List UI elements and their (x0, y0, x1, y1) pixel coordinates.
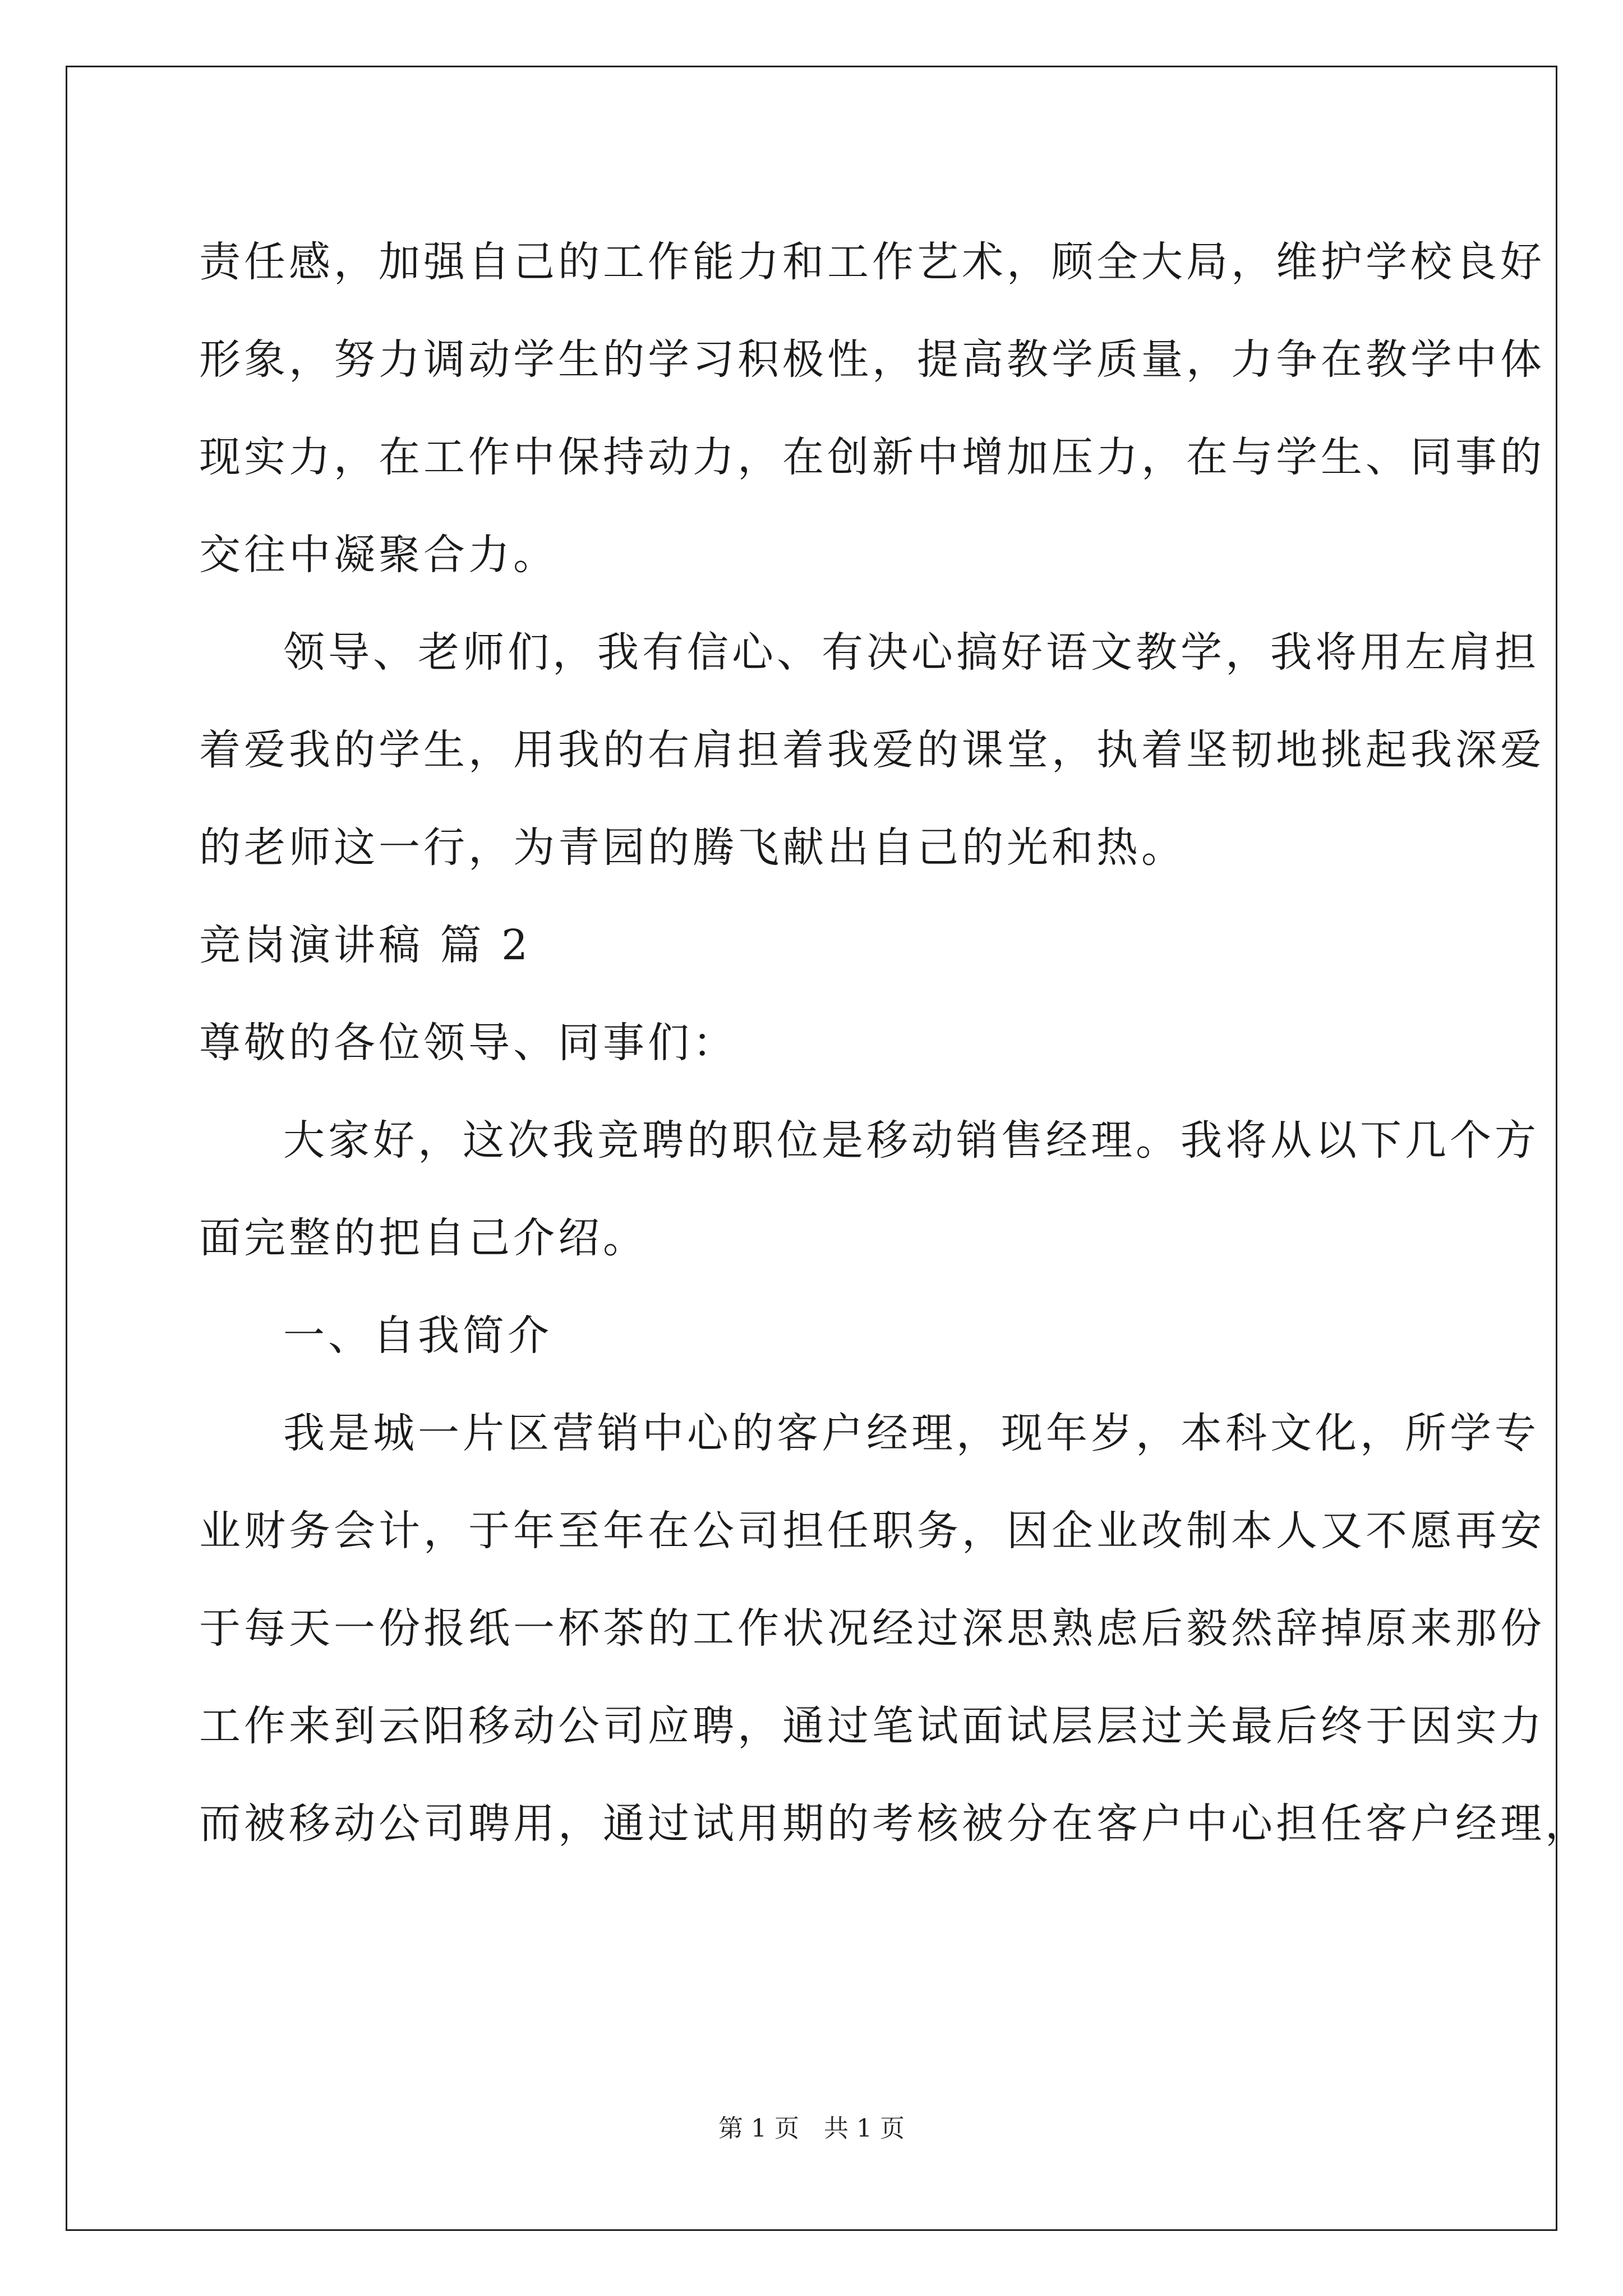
paragraph-line: 于每天一份报纸一杯茶的工作状况经过深思熟虑后毅然辞掉原来那份 (199, 1604, 1545, 1653)
paragraph-line: 业财务会计，于年至年在公司担任职务，因企业改制本人又不愿再安 (199, 1507, 1545, 1555)
section-heading: 竞岗演讲稿 篇 2 (199, 921, 532, 969)
paragraph-line: 现实力，在工作中保持动力，在创新中增加压力，在与学生、同事的 (199, 433, 1545, 481)
paragraph-line: 工作来到云阳移动公司应聘，通过笔试面试层层过关最后终于因实力 (199, 1702, 1545, 1750)
paragraph-line: 我是城一片区营销中心的客户经理，现年岁，本科文化，所学专 (283, 1409, 1539, 1457)
paragraph-line: 形象，努力调动学生的学习积极性，提高教学质量，力争在教学中体 (199, 335, 1545, 384)
paragraph-line: 交往中凝聚合力。 (199, 531, 558, 579)
document-body (199, 213, 1590, 1872)
subsection-heading: 一、自我简介 (283, 1312, 552, 1360)
page-number-footer: 第 1 页 共 1 页 (718, 2114, 905, 2143)
paragraph-line: 而被移动公司聘用，通过试用期的考核被分在客户中心担任客户经理， (199, 1800, 1590, 1848)
paragraph-line: 面完整的把自己介绍。 (199, 1214, 648, 1262)
paragraph-line: 着爱我的学生，用我的右肩担着我爱的课堂，执着坚韧地挑起我深爱 (199, 726, 1545, 774)
paragraph-line: 大家好，这次我竞聘的职位是移动销售经理。我将从以下几个方 (283, 1116, 1539, 1165)
paragraph-line: 的老师这一行，为青园的腾飞献出自己的光和热。 (199, 823, 1186, 872)
salutation: 尊敬的各位领导、同事们： (199, 1019, 737, 1067)
paragraph-line: 责任感，加强自己的工作能力和工作艺术，顾全大局，维护学校良好 (199, 238, 1545, 286)
paragraph-line: 领导、老师们，我有信心、有决心搞好语文教学，我将用左肩担 (283, 628, 1539, 677)
